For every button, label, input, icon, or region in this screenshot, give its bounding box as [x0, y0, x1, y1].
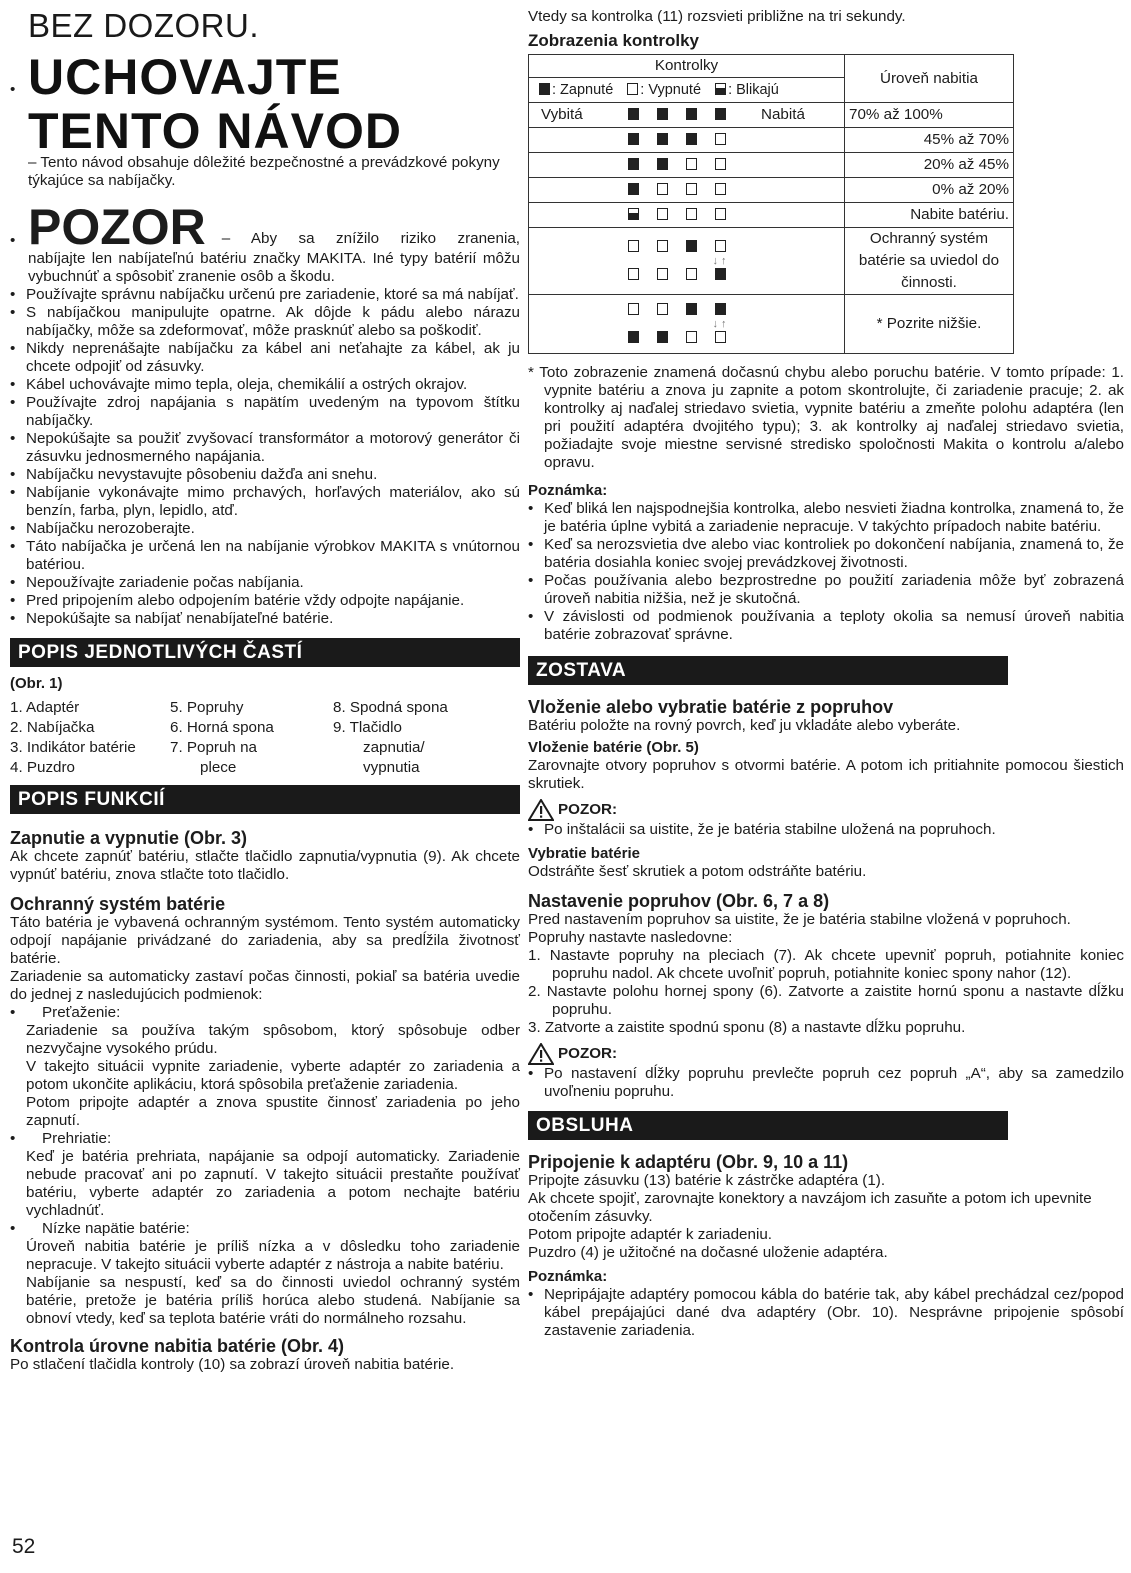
lamp-off-icon	[686, 183, 697, 195]
remove-sub: Vybratie batérie	[528, 845, 640, 862]
adjust-title: Nastavenie popruhov (Obr. 6, 7 a 8)	[528, 891, 830, 911]
check-title: Kontrola úrovne nabitia batérie (Obr. 4)	[10, 1336, 345, 1356]
level-cell: 70% až 100%	[845, 103, 1014, 128]
overload-label-text: Preťaženie:	[42, 1004, 121, 1021]
protect-text-2: Zariadenie sa automaticky zastaví počas činnosti, pokiaľ sa batéria uvedie do jednej z nasledujúcich podmienok:	[10, 968, 520, 1003]
remove-text: Odstráňte šesť skrutiek a potom odstráňte batériu.	[528, 863, 867, 880]
lamp-on-icon	[657, 331, 668, 343]
list-item: • S nabíjačkou manipulujte opatrne. Ak dôjde k pádu alebo nárazu nabíjačky, môže sa zdeformovať, môže prasknúť alebo sa poškodiť.	[10, 304, 520, 340]
parts-fig: (Obr. 1)	[10, 675, 63, 692]
lamp-on-icon	[686, 108, 697, 120]
level-cell: * Pozrite nižšie.	[845, 295, 1014, 354]
list-item: • Nikdy neprenášajte nabíjačku za kábel ani neťahajte za kábel, ak ju chcete odpojiť od zásuvky.	[10, 340, 520, 376]
table-legend	[529, 78, 845, 103]
warning-triangle-icon	[528, 1043, 554, 1065]
lamp-off-icon	[657, 208, 668, 220]
list-item: • Táto nabíjačka je určená len na nabíjanie výrobkov MAKITA s vnútornou batériou.	[10, 538, 520, 574]
protect-title: Ochranný systém batérie	[10, 894, 226, 914]
list-item: • Nepokúšajte sa nabíjať nenabíjateľné batérie.	[10, 610, 520, 628]
lamp-on-icon	[628, 108, 639, 120]
list-item: • Nepoužívajte zariadenie počas nabíjania.	[10, 574, 520, 592]
table-header-lamps: Kontrolky	[529, 55, 845, 78]
lowvolt-2: Nabíjanie sa nespustí, keď sa do činnosti uviedol ochranný systém batérie, pretože je batéria príliš horúca alebo studená. Nabíjanie sa obnoví vtedy, keď sa teplota batérie vráti do normálneho rozsahu.	[26, 1274, 520, 1327]
lamp-cell	[529, 203, 845, 228]
connect-text-3: Potom pripojte adaptér k zariadeniu.	[528, 1226, 772, 1243]
lamp-off-icon	[715, 158, 726, 170]
level-cell: 20% až 45%	[845, 153, 1014, 178]
parts-list	[10, 699, 520, 777]
overheat-label-text: Prehriatie:	[42, 1130, 112, 1147]
lamp-on-icon	[686, 303, 697, 315]
lamp-on-icon	[686, 240, 697, 252]
list-item: • Kábel uchovávajte mimo tepla, oleja, chemikálií a ostrých okrajov.	[10, 376, 520, 394]
lamp-on-icon	[628, 183, 639, 195]
legend-blink: : Blikajú	[728, 82, 779, 98]
lamp-cell	[529, 153, 845, 178]
note-item: • Počas používania alebo bezprostredne po použití zariadenia môže byť zobrazená úroveň nabitia nižšia, než je skutočná.	[528, 572, 1124, 608]
adjust-step: 1. Nastavte popruhy na pleciach (7). Ak chcete upevniť popruh, potiahnite koniec popruhu nadol. Ak chcete uvoľniť popruh, potiahnite koniec spony nahor (12).	[528, 947, 1124, 982]
list-item: • Nabíjanie vykonávajte mimo prchavých, horľavých materiálov, ako sú benzín, farba, plyn, lepidlo, atď.	[10, 484, 520, 520]
table-row	[529, 295, 1014, 354]
lamp-cell	[529, 128, 845, 153]
adjust-text-2: Popruhy nastavte nasledovne:	[528, 929, 733, 946]
lamp-on-icon	[715, 303, 726, 315]
alternate-arrows-icon: ↓ ↑	[712, 318, 727, 330]
bullet: •	[10, 232, 16, 249]
lowvolt-label	[10, 1220, 520, 1238]
caution-item: • Po inštalácii sa uistite, že je batéria stabilne uložená na popruhoch.	[528, 821, 1124, 839]
lowvolt-label-text: Nízke napätie batérie:	[42, 1220, 190, 1237]
lamp-blink-icon	[628, 208, 639, 220]
note-item: • Keď bliká len najspodnejšia kontrolka, alebo nesvieti žiadna kontrolka, znamená to, že je batéria úplne vybitá a zariadenie nepracuje. V takýchto prípadoch nabite batériu.	[528, 500, 1124, 536]
table-row	[529, 203, 1014, 228]
page-number: 52	[12, 1535, 36, 1558]
caution-item: • Po nastavení dĺžky popruhu prevlečte popruh cez popruh „A“, aby sa zamedzilo uvoľneniu popruhu.	[528, 1065, 1124, 1101]
adjust-text-1: Pred nastavením popruhov sa uistite, že je batéria stabilne vložená v popruhoch.	[528, 911, 1071, 928]
connect-text-4: Puzdro (4) je užitočné na dočasné uloženie adaptéra.	[528, 1244, 888, 1261]
table-row	[529, 128, 1014, 153]
lamp-on-icon	[715, 268, 726, 280]
part-item: 8. Spodná spona	[333, 699, 448, 716]
list-item: • Nabíjačku nevystavujte pôsobeniu dažďa ani snehu.	[10, 466, 520, 484]
lamp-off-icon	[657, 183, 668, 195]
lamp-on-icon	[657, 133, 668, 145]
table-row	[529, 178, 1014, 203]
note-star: * Toto zobrazenie znamená dočasnú chybu alebo poruchu batérie. V tomto prípade: 1. vypnite batériu a znova ju zapnite a potom skontrolujte, či zariadenie pracuje; 2. ak kontrolky aj naďalej striedavo svietia, vypnite batériu a zmeňte polohu adaptéra (len pri použití adaptéra dvojitého typu); 3. ak kontrolky aj naďalej striedavo svietia, požiadajte svoje miestne servisné stredisko spoločnosti Makita o kontrolu a/alebo opravu.	[528, 364, 1124, 471]
insert-text: Batériu položte na rovný povrch, keď ju vkladáte alebo vyberáte.	[528, 717, 961, 734]
insert-sub-text: Zarovnajte otvory popruhov s otvormi batérie. A potom ich pritiahnite pomocou šiestich skrutiek.	[528, 757, 1124, 792]
lamp-off-icon	[627, 83, 638, 95]
table-title: Zobrazenia kontrolky	[528, 31, 699, 50]
overheat-1: Keď je batéria prehriata, napájanie sa odpojí automaticky. Zariadenie nebude pracovať ani po zapnutí. V takejto situácii prestaňte používať batériu, vyberte adaptér zo zariadenia a potom nechajte batériu vychladnúť.	[26, 1148, 520, 1219]
lamp-on-icon	[715, 108, 726, 120]
part-item: 6. Horná spona	[170, 719, 274, 736]
overload-label	[10, 1004, 520, 1022]
functions-section-bar: POPIS FUNKCIÍ	[10, 785, 520, 814]
lamp-on-icon	[539, 83, 550, 95]
table-row	[529, 228, 1014, 295]
lamp-off-icon	[657, 303, 668, 315]
lamp-on-icon	[657, 108, 668, 120]
assembly-section-bar: ZOSTAVA	[528, 656, 1008, 685]
lamp-off-icon	[715, 133, 726, 145]
connect-title: Pripojenie k adaptéru (Obr. 9, 10 a 11)	[528, 1152, 849, 1172]
right-column	[528, 0, 1124, 1340]
pozor-heading: POZOR	[28, 199, 206, 255]
lamp-off-icon	[628, 240, 639, 252]
check-text-2: Vtedy sa kontrolka (11) rozsvieti približne na tri sekundy.	[528, 8, 906, 25]
warning-triangle-icon	[528, 799, 554, 821]
lamp-cell	[529, 178, 845, 203]
lamp-off-icon	[628, 303, 639, 315]
adjust-step: 2. Nastavte polohu hornej spony (6). Zatvorte a zaistite hornú sponu a nastavte dĺžku popruhu.	[528, 983, 1124, 1018]
legend-off: : Vypnuté	[640, 82, 702, 98]
list-item: • Nabíjačku nerozoberajte.	[10, 520, 520, 538]
level-cell: Ochranný systém batérie sa uviedol do činnosti.	[845, 228, 1014, 295]
part-item: 3. Indikátor batérie	[10, 739, 136, 756]
overload-3: Potom pripojte adaptér a znova spustite činnosť zariadenia po jeho zapnutí.	[26, 1094, 520, 1129]
safety-list	[10, 286, 520, 628]
header-tail: BEZ DOZORU.	[28, 7, 260, 44]
lamp-off-icon	[686, 268, 697, 280]
legend-on: : Zapnuté	[552, 82, 614, 98]
lamp-off-icon	[686, 158, 697, 170]
lamp-on-icon	[657, 158, 668, 170]
insert-sub: Vloženie batérie (Obr. 5)	[528, 739, 699, 756]
connect-note-label: Poznámka:	[528, 1268, 608, 1285]
lowvolt-1: Úroveň nabitia batérie je príliš nízka a v dôsledku toho zariadenie nepracuje. V takejto situácii vyberte adaptér z nástroja a nabite batériu.	[26, 1238, 520, 1273]
onoff-title: Zapnutie a vypnutie (Obr. 3)	[10, 828, 248, 848]
list-item: • Pred pripojením alebo odpojením batérie vždy odpojte napájanie.	[10, 592, 520, 610]
part-item: 4. Puzdro	[10, 759, 76, 776]
note-item: • Keď sa nerozsvietia dve alebo viac kontroliek po dokončení nabíjania, znamená to, že batéria dosiahla koniec svojej prevádzkovej životnosti.	[528, 536, 1124, 572]
bullet: •	[10, 81, 16, 98]
part-item: 5. Popruhy	[170, 699, 244, 716]
label-empty: Vybitá	[541, 106, 583, 123]
caution-head	[528, 799, 1124, 821]
caution-head	[528, 1043, 1124, 1065]
lamp-off-icon	[657, 268, 668, 280]
lamp-off-icon	[715, 183, 726, 195]
list-item: • Používajte správnu nabíjačku určenú pre zariadenie, ktoré sa má nabíjať.	[10, 286, 520, 304]
insert-title: Vloženie alebo vybratie batérie z popruhov	[528, 697, 894, 717]
level-cell: Nabite batériu.	[845, 203, 1014, 228]
part-item: 2. Nabíjačka	[10, 719, 95, 736]
list-item: • Nepokúšajte sa použiť zvyšovací transformátor a motorový generátor či zásuvku jednosmerného napájania.	[10, 430, 520, 466]
onoff-text: Ak chcete zapnúť batériu, stlačte tlačidlo zapnutia/vypnutia (9). Ak chcete vypnúť batériu, znova stlačte toto tlačidlo.	[10, 848, 520, 883]
lamp-on-icon	[628, 331, 639, 343]
part-item: 1. Adaptér	[10, 699, 80, 716]
caution-label: POZOR:	[558, 801, 618, 818]
table-header-level: Úroveň nabitia	[845, 55, 1014, 103]
lamp-on-icon	[628, 158, 639, 170]
part-item: zapnutia/	[363, 739, 425, 756]
connect-text-2: Ak chcete spojiť, zarovnajte konektory a navzájom ich zasuňte a potom ich upevnite otočením zásuvky.	[528, 1190, 1092, 1225]
lamp-cell	[529, 295, 845, 354]
keep-title-2: TENTO NÁVOD	[28, 103, 402, 159]
note-label: Poznámka:	[528, 482, 608, 499]
lamp-off-icon	[686, 208, 697, 220]
lamp-blink-icon	[715, 83, 726, 95]
level-cell: 0% až 20%	[845, 178, 1014, 203]
keep-text: – Tento návod obsahuje dôležité bezpečnostné a prevádzkové pokyny týkajúce sa nabíjačky.	[28, 154, 500, 189]
lamp-off-icon	[715, 208, 726, 220]
part-item: 7. Popruh na	[170, 739, 257, 756]
connect-text-1: Pripojte zásuvku (13) batérie k zástrčke adaptéra (1).	[528, 1172, 886, 1189]
adjust-step: 3. Zatvorte a zaistite spodnú sponu (8) a nastavte dĺžku popruhu.	[528, 1019, 966, 1036]
lamp-on-icon	[628, 133, 639, 145]
label-full: Nabitá	[761, 106, 805, 123]
overload-1: Zariadenie sa používa takým spôsobom, ktorý spôsobuje odber nezvyčajne vysokého prúdu.	[26, 1022, 520, 1057]
level-cell: 45% až 70%	[845, 128, 1014, 153]
left-column	[10, 0, 520, 1374]
alternate-arrows-icon: ↓ ↑	[712, 255, 727, 267]
overheat-label	[10, 1130, 520, 1148]
lamp-off-icon	[715, 331, 726, 343]
parts-section-bar: POPIS JEDNOTLIVÝCH ČASTÍ	[10, 638, 520, 667]
lamp-cell	[529, 103, 845, 128]
table-row	[529, 103, 1014, 128]
lamp-off-icon	[628, 268, 639, 280]
part-item: 9. Tlačidlo	[333, 719, 402, 736]
indicator-table	[528, 54, 1014, 354]
note-item: • V závislosti od podmienok používania a teploty okolia sa nemusí úroveň nabitia batérie zobrazovať správne.	[528, 608, 1124, 644]
keep-title-1: UCHOVAJTE	[28, 49, 342, 105]
table-row	[529, 153, 1014, 178]
lamp-off-icon	[686, 331, 697, 343]
lamp-cell	[529, 228, 845, 295]
lamp-off-icon	[657, 240, 668, 252]
pozor-text-1: – Aby sa znížilo riziko zranenia,	[221, 230, 520, 247]
check-text: Po stlačení tlačidla kontroly (10) sa zobrazí úroveň nabitia batérie.	[10, 1356, 455, 1373]
protect-text-1: Táto batéria je vybavená ochranným systémom. Tento systém automaticky odpojí napájanie privádzané do zariadenia, aby sa predĺžila životnosť batérie.	[10, 914, 520, 967]
pozor-text-2: nabíjajte len nabíjateľnú batériu značky MAKITA. Iné typy batérií môžu vybuchnúť a spôsobiť zranenie osôb a škodu.	[28, 250, 520, 285]
part-item: plece	[200, 759, 237, 776]
caution-label: POZOR:	[558, 1045, 618, 1062]
lamp-on-icon	[686, 133, 697, 145]
part-item: vypnutia	[363, 759, 420, 776]
overload-2: V takejto situácii vypnite zariadenie, vyberte adaptér zo zariadenia a potom ukončite aplikáciu, ktorá spôsobila preťaženie zariadenia.	[26, 1058, 520, 1093]
operation-section-bar: OBSLUHA	[528, 1111, 1008, 1140]
connect-note: • Nepripájajte adaptéry pomocou kábla do batérie tak, aby kábel prechádzal cez/popod kábel prepájajúci dané dva adaptéry (Obr. 10). Nesprávne pripojenie spôsobí zastavenie zariadenia.	[528, 1286, 1124, 1340]
list-item: • Používajte zdroj napájania s napätím uvedeným na typovom štítku nabíjačky.	[10, 394, 520, 430]
lamp-off-icon	[715, 240, 726, 252]
